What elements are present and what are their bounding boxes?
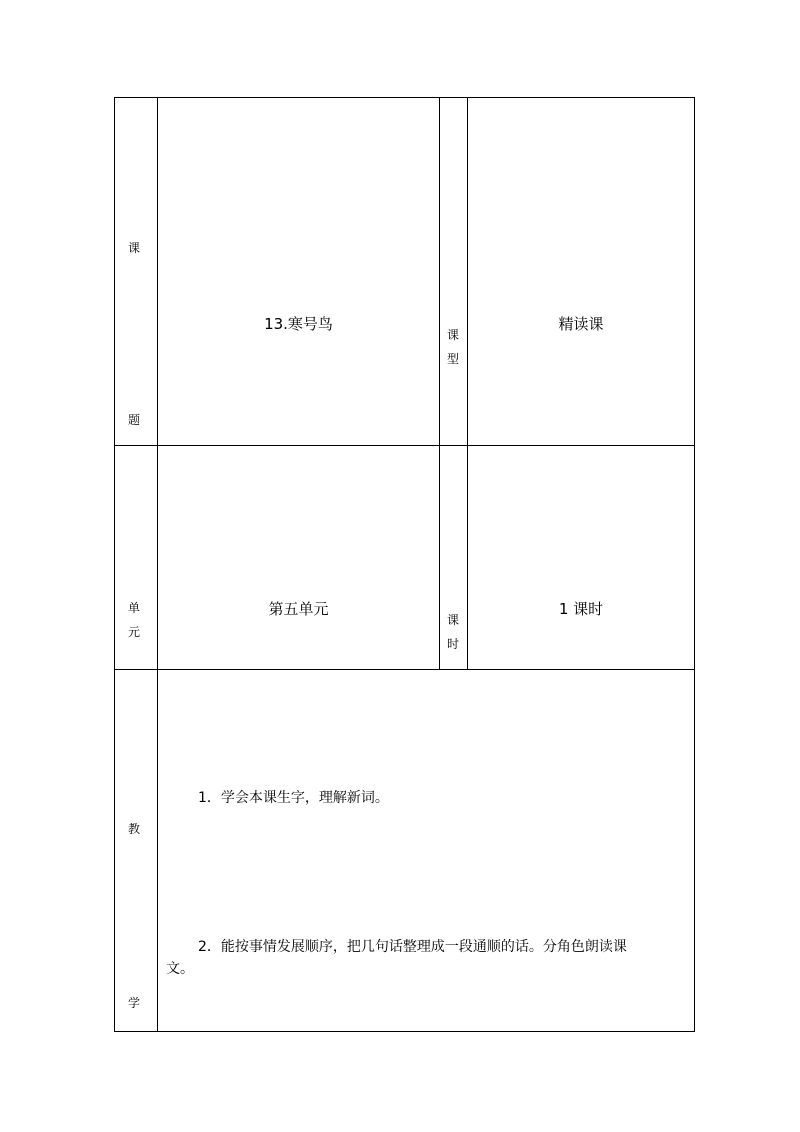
type-label-bottom: 型 — [447, 352, 460, 366]
row-unit — [115, 446, 695, 670]
objective-1: 1．学会本课生字，理解新词。 — [198, 790, 389, 806]
unit-name: 第五单元 — [268, 600, 329, 618]
objectives-label-cell — [115, 670, 158, 1032]
lesson-type: 精读课 — [558, 315, 604, 333]
period-label-top: 课 — [447, 613, 460, 627]
objective-2-line1: 2．能按事情发展顺序，把几句话整理成一段通顺的话。分角色朗读课 — [198, 939, 627, 955]
type-label-top: 课 — [447, 328, 460, 342]
unit-label-bottom: 元 — [128, 625, 141, 639]
title-label-top: 课 — [128, 241, 141, 255]
lesson-plan-table — [114, 97, 695, 1032]
objectives-content-cell — [158, 670, 695, 1032]
period-value-cell — [468, 446, 695, 670]
unit-label-cell — [115, 446, 158, 670]
row-title — [115, 98, 695, 446]
unit-label-top: 单 — [128, 601, 141, 615]
unit-value-cell — [158, 446, 440, 670]
period-label-bottom: 时 — [447, 637, 460, 651]
period-label-cell — [440, 446, 468, 670]
type-label-cell — [440, 98, 468, 446]
title-value-cell — [158, 98, 440, 446]
objectives-label-top: 教 — [128, 822, 141, 836]
period-value: 1 课时 — [558, 600, 604, 618]
lesson-title: 13.寒号鸟 — [264, 315, 333, 333]
objectives-label-bottom: 学 — [128, 996, 141, 1010]
type-value-cell — [468, 98, 695, 446]
row-objectives — [115, 670, 695, 1032]
title-label-bottom: 题 — [128, 413, 141, 427]
title-label-cell — [115, 98, 158, 446]
objective-2-line2: 文。 — [166, 961, 194, 977]
